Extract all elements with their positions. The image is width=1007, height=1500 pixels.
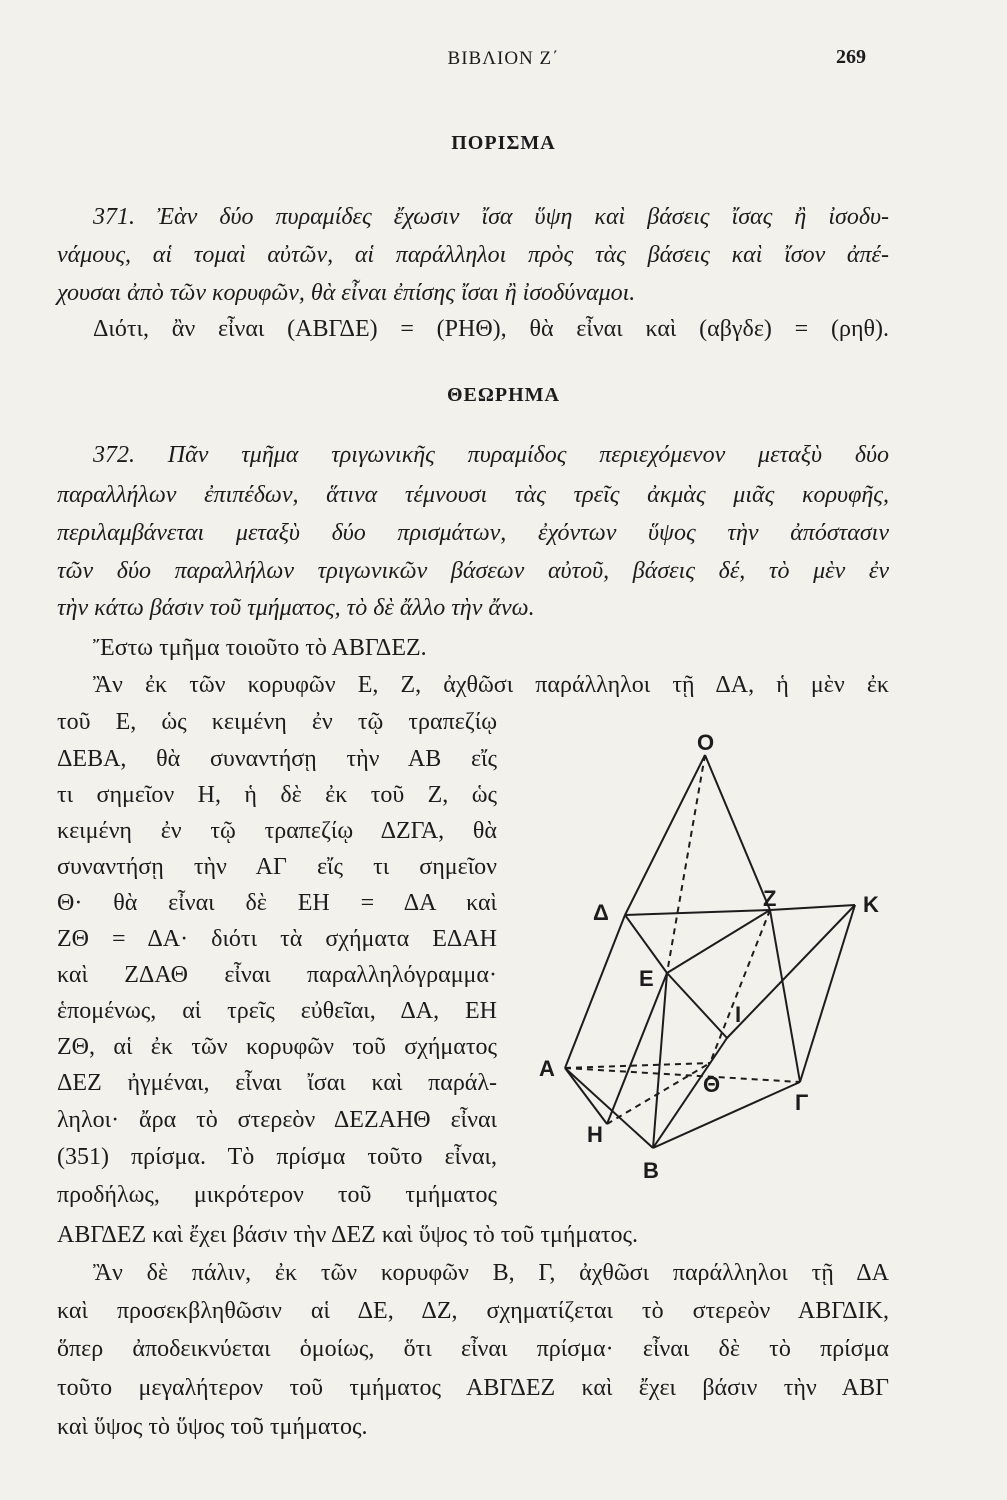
edge-ab — [565, 1068, 653, 1148]
label-g: Γ — [795, 1090, 809, 1115]
label-z: Z — [763, 886, 777, 911]
porisma-line: νάμους, αἱ τομαὶ αὐτῶν, αἱ παράλληλοι πρὸς τὰς βάσεις καὶ ἴσον ἀπέ- — [57, 242, 889, 268]
label-i: I — [735, 1002, 742, 1027]
proof-line: καὶ ΖΔΑΘ εἶναι παραλληλόγραμμα· — [57, 962, 497, 988]
porisma-line: χουσαι ἀπὸ τῶν κορυφῶν, θὰ εἶναι ἐπίσης ἴσαι ἢ ἰσοδύναμοι. — [57, 280, 636, 306]
running-header: ΒΙΒΛΙΟΝ Ζ΄ — [447, 48, 560, 69]
label-b: B — [643, 1158, 659, 1183]
statement-line: τὴν κάτω βάσιν τοῦ τμήματος, τὸ δὲ ἄλλο τὴν ἄνω. — [57, 595, 535, 621]
proof-line: τοῦτο μεγαλήτερον τοῦ τμήματος ΑΒΓΔΕΖ καὶ ἔχει βάσιν τὴν ΑΒΓ — [57, 1375, 889, 1401]
edge-ath — [565, 1063, 710, 1068]
proof-line: Θ· θὰ εἶναι δὲ ΕΗ = ΔΑ καὶ — [57, 890, 497, 916]
label-e: E — [639, 966, 654, 991]
proof-line: Ἔστω τμῆμα τοιοῦτο τὸ ΑΒΓΔΕΖ. — [93, 635, 427, 661]
edge-kg — [800, 905, 855, 1082]
edge-apex-d — [625, 755, 705, 915]
label-k: K — [863, 892, 879, 917]
proof-line: Ἂν ἐκ τῶν κορυφῶν Ε, Ζ, ἀχθῶσι παράλληλοι τῇ ΔΑ, ἡ μὲν ἐκ — [93, 672, 889, 698]
statement-line: τῶν δύο παραλλήλων τριγωνικῶν βάσεων αὐτοῦ, βάσεις δέ, τὸ μὲν ἐν — [57, 558, 889, 584]
proof-line: καὶ ὕψος τὸ ὕψος τοῦ τμήματος. — [57, 1414, 368, 1440]
proof-line: ΖΘ = ΔΑ· διότι τὰ σχήματα ΕΔΑΗ — [57, 926, 497, 952]
edge-ag — [565, 1068, 800, 1082]
edge-ah — [565, 1068, 607, 1124]
proof-line: ἑπομένως, αἱ τρεῖς εὐθεῖαι, ΔΑ, ΕΗ — [57, 998, 497, 1024]
proof-line: Ἂν δὲ πάλιν, ἐκ τῶν κορυφῶν Β, Γ, ἀχθῶσι παράλληλοι τῇ ΔΑ — [93, 1260, 889, 1286]
theorema-heading: ΘΕΩΡΗΜΑ — [446, 384, 560, 406]
proof-line: συναντήσῃ τὴν ΑΓ εἴς τι σημεῖον — [57, 854, 497, 880]
edge-zg — [770, 910, 800, 1082]
statement-line: παραλλήλων ἐπιπέδων, ἅτινα τέμνουσι τὰς τρεῖς ἀκμὰς μιᾶς κορυφῆς, — [57, 482, 889, 508]
porisma-line: Διότι, ἂν εἶναι (ΑΒΓΔΕ) = (ΡΗΘ), θὰ εἶναι καὶ (αβγδε) = (ρηθ). — [93, 316, 889, 342]
edge-ez — [667, 910, 770, 973]
porisma-heading: ΠΟΡΙΣΜΑ — [451, 132, 556, 154]
edge-zk — [770, 905, 855, 910]
edge-apex-z — [705, 755, 770, 910]
edge-eb — [653, 973, 667, 1148]
edge-de — [625, 915, 667, 973]
porisma-line: 371. Ἐὰν δύο πυραμίδες ἔχωσιν ἴσα ὕψη καὶ βάσεις ἴσας ἢ ἰσοδυ- — [93, 204, 889, 230]
statement-line: περιλαμβάνεται μεταξὺ δύο πρισμάτων, ἐχόντων ὕψος τὴν ἀπόστασιν — [57, 520, 889, 546]
edge-da — [565, 915, 625, 1068]
label-o: O — [697, 730, 715, 755]
edge-eh — [607, 973, 667, 1124]
edge-dz — [625, 910, 770, 915]
proof-line: ὅπερ ἀποδεικνύεται ὁμοίως, ὅτι εἶναι πρίσμα· εἶναι δὲ τὸ πρίσμα — [57, 1336, 889, 1362]
proof-line: ΖΘ, αἱ ἐκ τῶν κορυφῶν τοῦ σχήματος — [57, 1034, 497, 1060]
proof-line: τοῦ Ε, ὡς κειμένη ἐν τῷ τραπεζίῳ — [57, 709, 497, 735]
label-th: Θ — [703, 1072, 721, 1097]
proof-line: τι σημεῖον Η, ἡ δὲ ἐκ τοῦ Ζ, ὡς — [57, 782, 497, 808]
proof-line: ΔΕΖ ἠγμέναι, εἶναι ἴσαι καὶ παράλ- — [57, 1070, 497, 1096]
proof-line: ΑΒΓΔΕΖ καὶ ἔχει βάσιν τὴν ΔΕΖ καὶ ὕψος τὸ τοῦ τμήματος. — [57, 1222, 638, 1248]
page-number: 269 — [836, 46, 866, 68]
label-h: H — [587, 1122, 603, 1147]
label-d: Δ — [593, 900, 609, 925]
label-a: A — [539, 1056, 555, 1081]
proof-line: καὶ προσεκβληθῶσιν αἱ ΔΕ, ΔΖ, σχηματίζεται τὸ στερεὸν ΑΒΓΔΙΚ, — [57, 1298, 889, 1324]
pyramid-frustum-figure — [535, 720, 895, 1195]
proof-line: κειμένη ἐν τῷ τραπεζίῳ ΔΖΓΑ, θὰ — [57, 818, 497, 844]
proof-line: (351) πρίσμα. Τὸ πρίσμα τοῦτο εἶναι, — [57, 1144, 497, 1170]
proof-line: ληλοι· ἄρα τὸ στερεὸν ΔΕΖΑΗΘ εἶναι — [57, 1107, 497, 1133]
proof-line: ΔΕΒΑ, θὰ συναντήσῃ τὴν ΑΒ εἴς — [57, 746, 497, 772]
proof-line: προδήλως, μικρότερον τοῦ τμήματος — [57, 1182, 497, 1208]
edge-zth — [710, 910, 770, 1063]
edge-ei — [667, 973, 727, 1038]
edge-apex-e — [667, 755, 705, 973]
statement-line: 372. Πᾶν τμῆμα τριγωνικῆς πυραμίδος περιεχόμενον μεταξὺ δύο — [93, 442, 889, 468]
